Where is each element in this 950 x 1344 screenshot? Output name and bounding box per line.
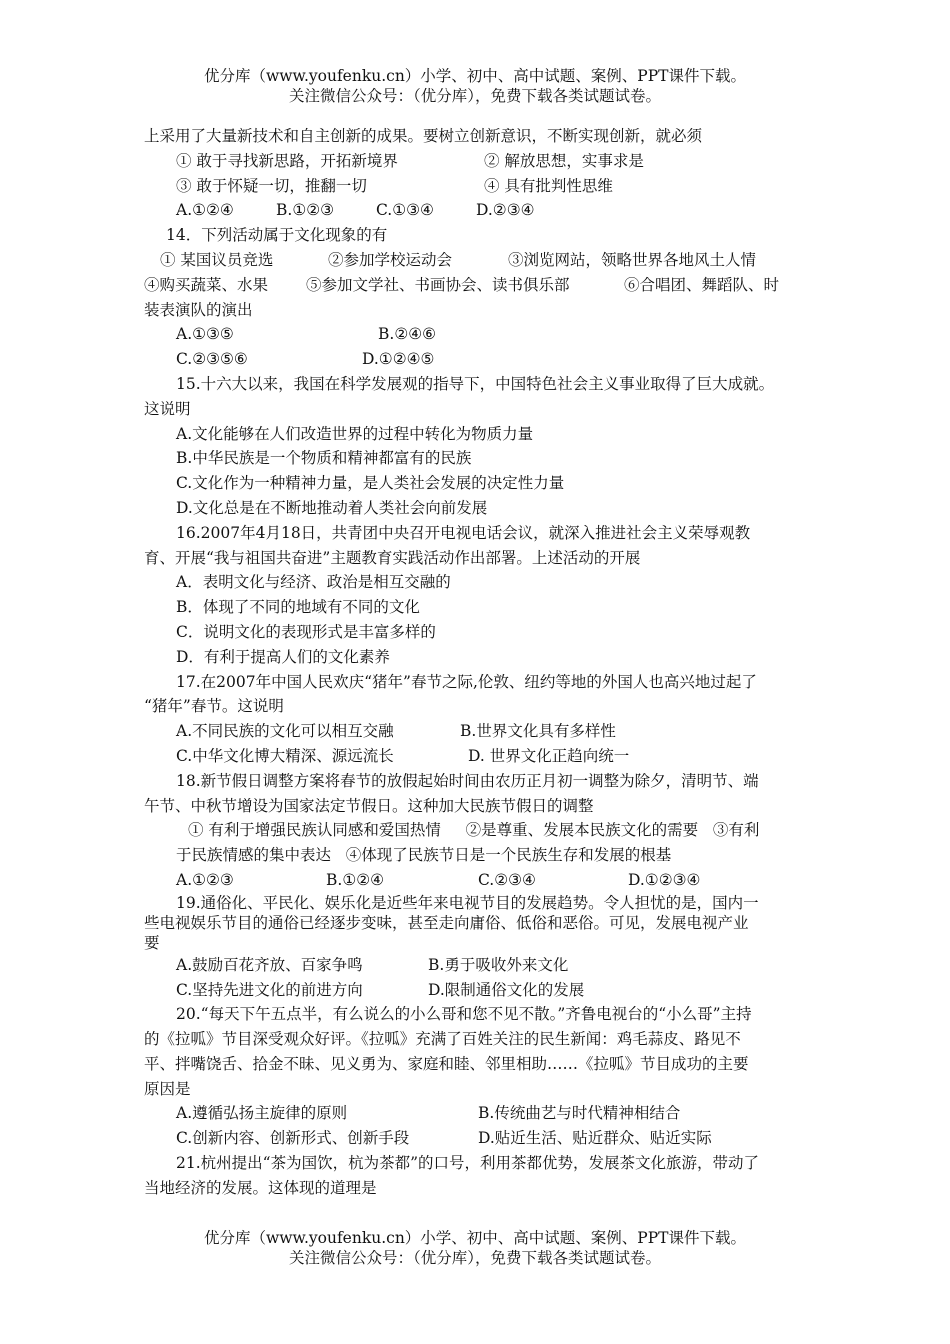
- q20-stem-line-3: 平、拌嘴饶舌、拾金不昧、见义勇为、家庭和睦、邻里相助……《拉呱》节目成功的主要: [144, 1054, 749, 1073]
- q17-option-b: B.世界文化具有多样性: [460, 722, 616, 741]
- q13-options: [144, 198, 820, 223]
- q20-option-d: D.贴近生活、贴近群众、贴近实际: [478, 1129, 712, 1148]
- q13-statements-row-2: [144, 174, 820, 199]
- q18-statements-line-2: 于民族情感的集中表达 ④体现了民族节日是一个民族生存和发展的根基: [176, 846, 672, 865]
- q15-stem-line-1: 15.十六大以来，我国在科学发展观的指导下，中国特色社会主义事业取得了巨大成就。: [176, 374, 775, 393]
- q16-option-c: C．说明文化的表现形式是丰富多样的: [176, 622, 436, 641]
- q20-options-row-1: [144, 1101, 820, 1126]
- q20-option-b: B.传统曲艺与时代精神相结合: [478, 1104, 681, 1123]
- q19-option-a: A.鼓励百花齐放、百家争鸣: [176, 955, 363, 974]
- q14-statements-row-2: [144, 273, 820, 298]
- q15-option-a: A.文化能够在人们改造世界的过程中转化为物质力量: [176, 424, 534, 443]
- page-header: [0, 66, 950, 106]
- q15-option-c: C.文化作为一种精神力量，是人类社会发展的决定性力量: [176, 474, 565, 493]
- q18-option-b: B.①②④: [326, 870, 385, 889]
- header-line-2: 关注微信公众号：（优分库），免费下载各类试题试卷。: [288, 87, 661, 105]
- q16-option-d: D．有利于提高人们的文化素养: [176, 647, 390, 666]
- q15-option-b: B.中华民族是一个物质和精神都富有的民族: [176, 449, 472, 468]
- q21-stem-line-2: 当地经济的发展。这体现的道理是: [144, 1178, 377, 1197]
- q14-option-b: B.②④⑥: [378, 325, 437, 344]
- q20-stem-line-1: 20.“每天下午五点半，有么说么的小么哥和您不见不散。”齐鲁电视台的“小么哥”主持: [176, 1005, 752, 1024]
- footer-line-1: 优分库（www.youfenku.cn）小学、初中、高中试题、案例、PPT课件下载。: [203, 1229, 747, 1247]
- q20-options-row-2: [144, 1126, 820, 1151]
- q16-stem-line-2: 育、开展“我与祖国共奋进”主题教育实践活动作出部署。上述活动的开展: [144, 548, 641, 567]
- q15-stem-line-2: 这说明: [144, 399, 191, 418]
- q14-statement-3: ③浏览网站，领略世界各地风土人情: [508, 250, 757, 269]
- q18-options: [144, 868, 820, 893]
- q13-statement-4: ④ 具有批判性思维: [484, 176, 613, 195]
- q18-option-d: D.①②③④: [628, 870, 701, 889]
- q13-option-a: A.①②④: [176, 201, 234, 220]
- q19-option-b: B.勇于吸收外来文化: [428, 955, 569, 974]
- q18-option-c: C.②③④: [478, 870, 536, 889]
- q19-option-d: D.限制通俗文化的发展: [428, 980, 585, 999]
- q19-options-row-1: [144, 953, 820, 978]
- q14-statement-2: ②参加学校运动会: [328, 250, 453, 269]
- q17-options-row-1: [144, 719, 820, 744]
- page-footer: [0, 1228, 950, 1268]
- q14-statement-6-cont: 装表演队的演出: [144, 300, 253, 319]
- q18-statements-line-1: ① 有利于增强民族认同感和爱国热情 ②是尊重、发展本民族文化的需要 ③有利: [188, 821, 760, 840]
- header-line-1: 优分库（www.youfenku.cn）小学、初中、高中试题、案例、PPT课件下载。: [203, 67, 747, 85]
- q14-statement-1: ① 某国议员竞选: [160, 250, 274, 269]
- q17-stem-line-2: “猪年”春节。这说明: [144, 697, 284, 716]
- q13-statement-2: ② 解放思想，实事求是: [484, 151, 644, 170]
- q18-stem-line-1: 18.新节假日调整方案将春节的放假起始时间由农历正月初一调整为除夕，清明节、端: [176, 771, 759, 790]
- q14-option-d: D.①②④⑤: [362, 350, 435, 369]
- q16-stem-line-1: 16.2007年4月18日，共青团中央召开电视电话会议，就深入推进社会主义荣辱观教: [176, 523, 751, 542]
- q19-stem-line-1: 19.通俗化、平民化、娱乐化是近些年来电视节目的发展趋势。令人担忧的是，国内一: [176, 893, 759, 912]
- q20-stem-line-2: 的《拉呱》节目深受观众好评。《拉呱》充满了百姓关注的民生新闻：鸡毛蒜皮、路见不: [144, 1030, 741, 1049]
- q20-option-c: C.创新内容、创新形式、创新手段: [176, 1129, 410, 1148]
- q17-option-a: A.不同民族的文化可以相互交融: [176, 722, 394, 741]
- q17-options-row-2: [144, 744, 820, 769]
- q14-statements-row-1: [144, 248, 820, 273]
- q19-stem-line-3: 要: [144, 933, 160, 952]
- q18-option-a: A.①②③: [176, 870, 234, 889]
- q19-options-row-2: [144, 978, 820, 1003]
- q14-statement-6: ⑥合唱团、舞蹈队、时: [624, 275, 780, 294]
- q14-option-c: C.②③⑤⑥: [176, 350, 248, 369]
- q16-option-b: B．体现了不同的地域有不同的文化: [176, 598, 420, 617]
- q13-statement-1: ① 敢于寻找新思路，开拓新境界: [176, 151, 398, 170]
- q13-continuation: 上采用了大量新技术和自主创新的成果。要树立创新意识，不断实现创新，就必须: [144, 127, 703, 145]
- q19-option-c: C.坚持先进文化的前进方向: [176, 980, 363, 999]
- q14-options-row-1: [144, 322, 820, 347]
- q14-statement-4: ④购买蔬菜、水果: [144, 275, 269, 294]
- q13-option-d: D.②③④: [476, 201, 535, 220]
- q17-stem-line-1: 17.在2007年中国人民欢庆“猪年”春节之际,伦敦、纽约等地的外国人也高兴地过起了: [176, 672, 757, 691]
- q20-stem-line-4: 原因是: [144, 1079, 191, 1098]
- q14-stem: 14．下列活动属于文化现象的有: [166, 226, 388, 245]
- q20-option-a: A.遵循弘扬主旋律的原则: [176, 1104, 348, 1123]
- q19-stem-line-2: 些电视娱乐节目的通俗已经逐步变味，甚至走向庸俗、低俗和恶俗。可见，发展电视产业: [144, 913, 749, 932]
- q21-stem-line-1: 21.杭州提出“茶为国饮，杭为茶都”的口号，利用茶都优势，发展茶文化旅游，带动了: [176, 1154, 760, 1173]
- footer-line-2: 关注微信公众号：（优分库），免费下载各类试题试卷。: [288, 1249, 661, 1267]
- q14-options-row-2: [144, 347, 820, 372]
- q16-option-a: A．表明文化与经济、政治是相互交融的: [176, 573, 451, 592]
- q13-statements-row-1: [144, 149, 820, 174]
- q13-statement-3: ③ 敢于怀疑一切，推翻一切: [176, 176, 367, 195]
- q14-option-a: A.①③⑤: [176, 325, 234, 344]
- q13-option-c: C.①③④: [376, 201, 434, 220]
- q17-option-d: D. 世界文化正趋向统一: [468, 746, 630, 765]
- q17-option-c: C.中华文化博大精深、源远流长: [176, 746, 394, 765]
- q13-option-b: B.①②③: [276, 201, 335, 220]
- exam-content: [144, 124, 820, 1201]
- q15-option-d: D.文化总是在不断地推动着人类社会向前发展: [176, 498, 488, 517]
- q14-statement-5: ⑤参加文学社、书画协会、读书俱乐部: [306, 275, 570, 294]
- q18-stem-line-2: 午节、中秋节增设为国家法定节假日。这种加大民族节假日的调整: [144, 796, 594, 815]
